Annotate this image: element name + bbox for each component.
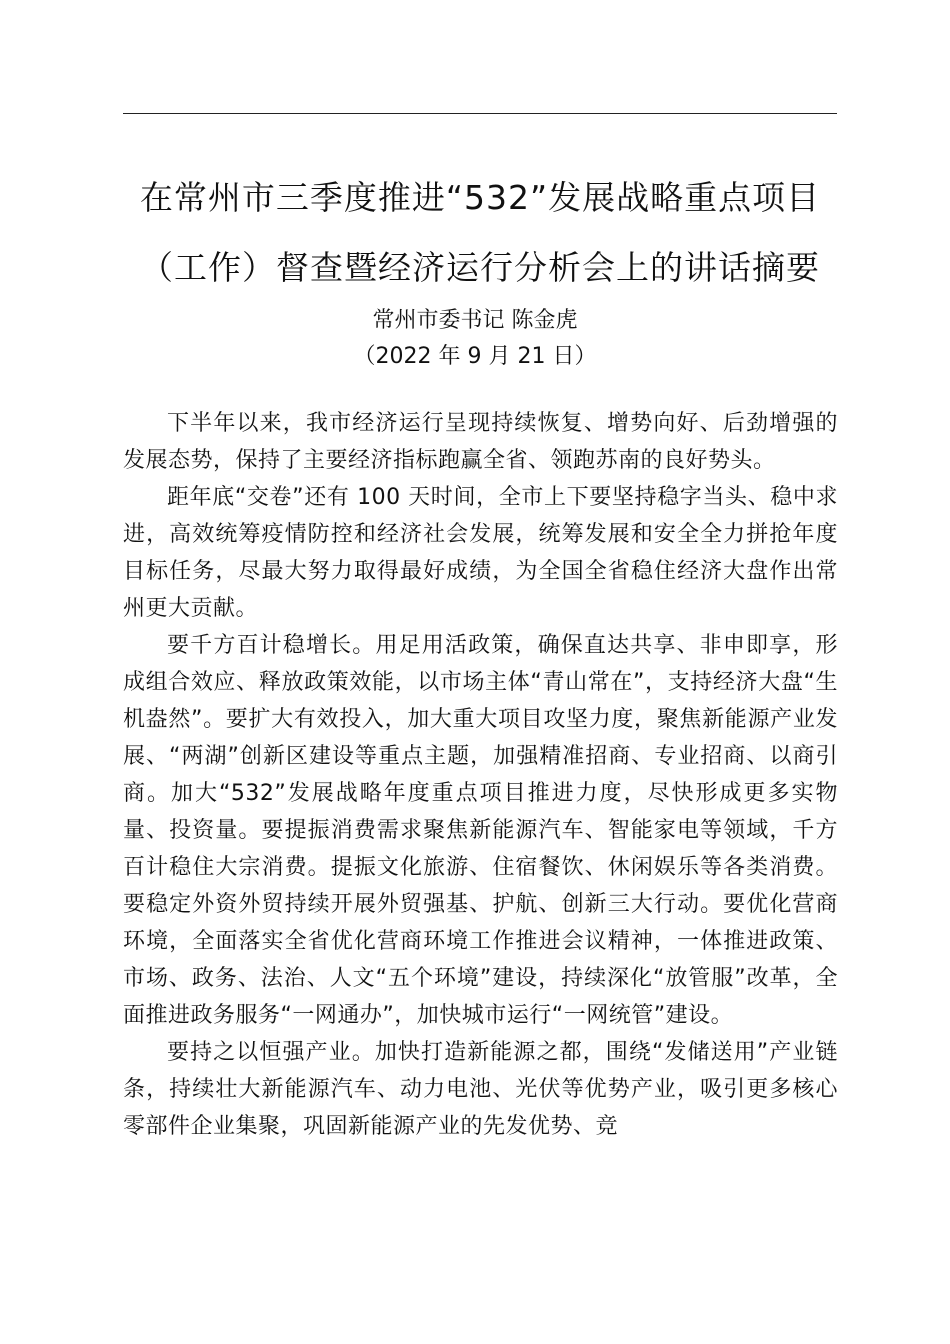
document-body bbox=[123, 405, 838, 1145]
document-title-line-2: （工作）督查暨经济运行分析会上的讲话摘要 bbox=[140, 248, 820, 287]
body-paragraph-3: 要千方百计稳增长。用足用活政策，确保直达共享、非申即享，形成组合效应、释放政策效能，以市场主体“青山常在”，支持经济大盘“生机盎然”。要扩大有效投入，加大重大项目攻坚力度，聚焦新能源产业发展、“两湖”创新区建设等重点主题，加强精准招商、专业招商、以商引商。加大“532”发展战略年度重点项目推进力度，尽快形成更多实物量、投资量。要提振消费需求聚焦新能源汽车、智能家电等领域，千方百计稳住大宗消费。提振文化旅游、住宿餐饮、休闲娱乐等各类消费。要稳定外资外贸持续开展外贸强基、护航、创新三大行动。要优化营商环境，全面落实全省优化营商环境工作推进会议精神，一体推进政策、市场、政务、法治、人文“五个环境”建设，持续深化“放管服”改革，全面推进政务服务“一网通办”，加快城市运行“一网统管”建设。 bbox=[123, 633, 838, 1028]
header-rule bbox=[123, 113, 837, 114]
document-title-line-1: 在常州市三季度推进“532”发展战略重点项目 bbox=[139, 178, 821, 217]
body-paragraph-4: 要持之以恒强产业。加快打造新能源之都，围绕“发储送用”产业链条，持续壮大新能源汽车、动力电池、光伏等优势产业，吸引更多核心零部件企业集聚，巩固新能源产业的先发优势、竞 bbox=[123, 1040, 838, 1139]
document-author: 常州市委书记 陈金虎 bbox=[372, 308, 578, 333]
body-paragraph-1: 下半年以来，我市经济运行呈现持续恢复、增势向好、后劲增强的发展态势，保持了主要经济指标跑赢全省、领跑苏南的良好势头。 bbox=[123, 411, 838, 473]
document-date: （2022 年 9 月 21 日） bbox=[353, 344, 597, 369]
body-paragraph-2: 距年底“交卷”还有 100 天时间，全市上下要坚持稳字当头、稳中求进，高效统筹疫情防控和经济社会发展，统筹发展和安全全力拼抢年度目标任务，尽最大努力取得最好成绩，为全国全省稳住经济大盘作出常州更大贡献。 bbox=[123, 485, 838, 621]
